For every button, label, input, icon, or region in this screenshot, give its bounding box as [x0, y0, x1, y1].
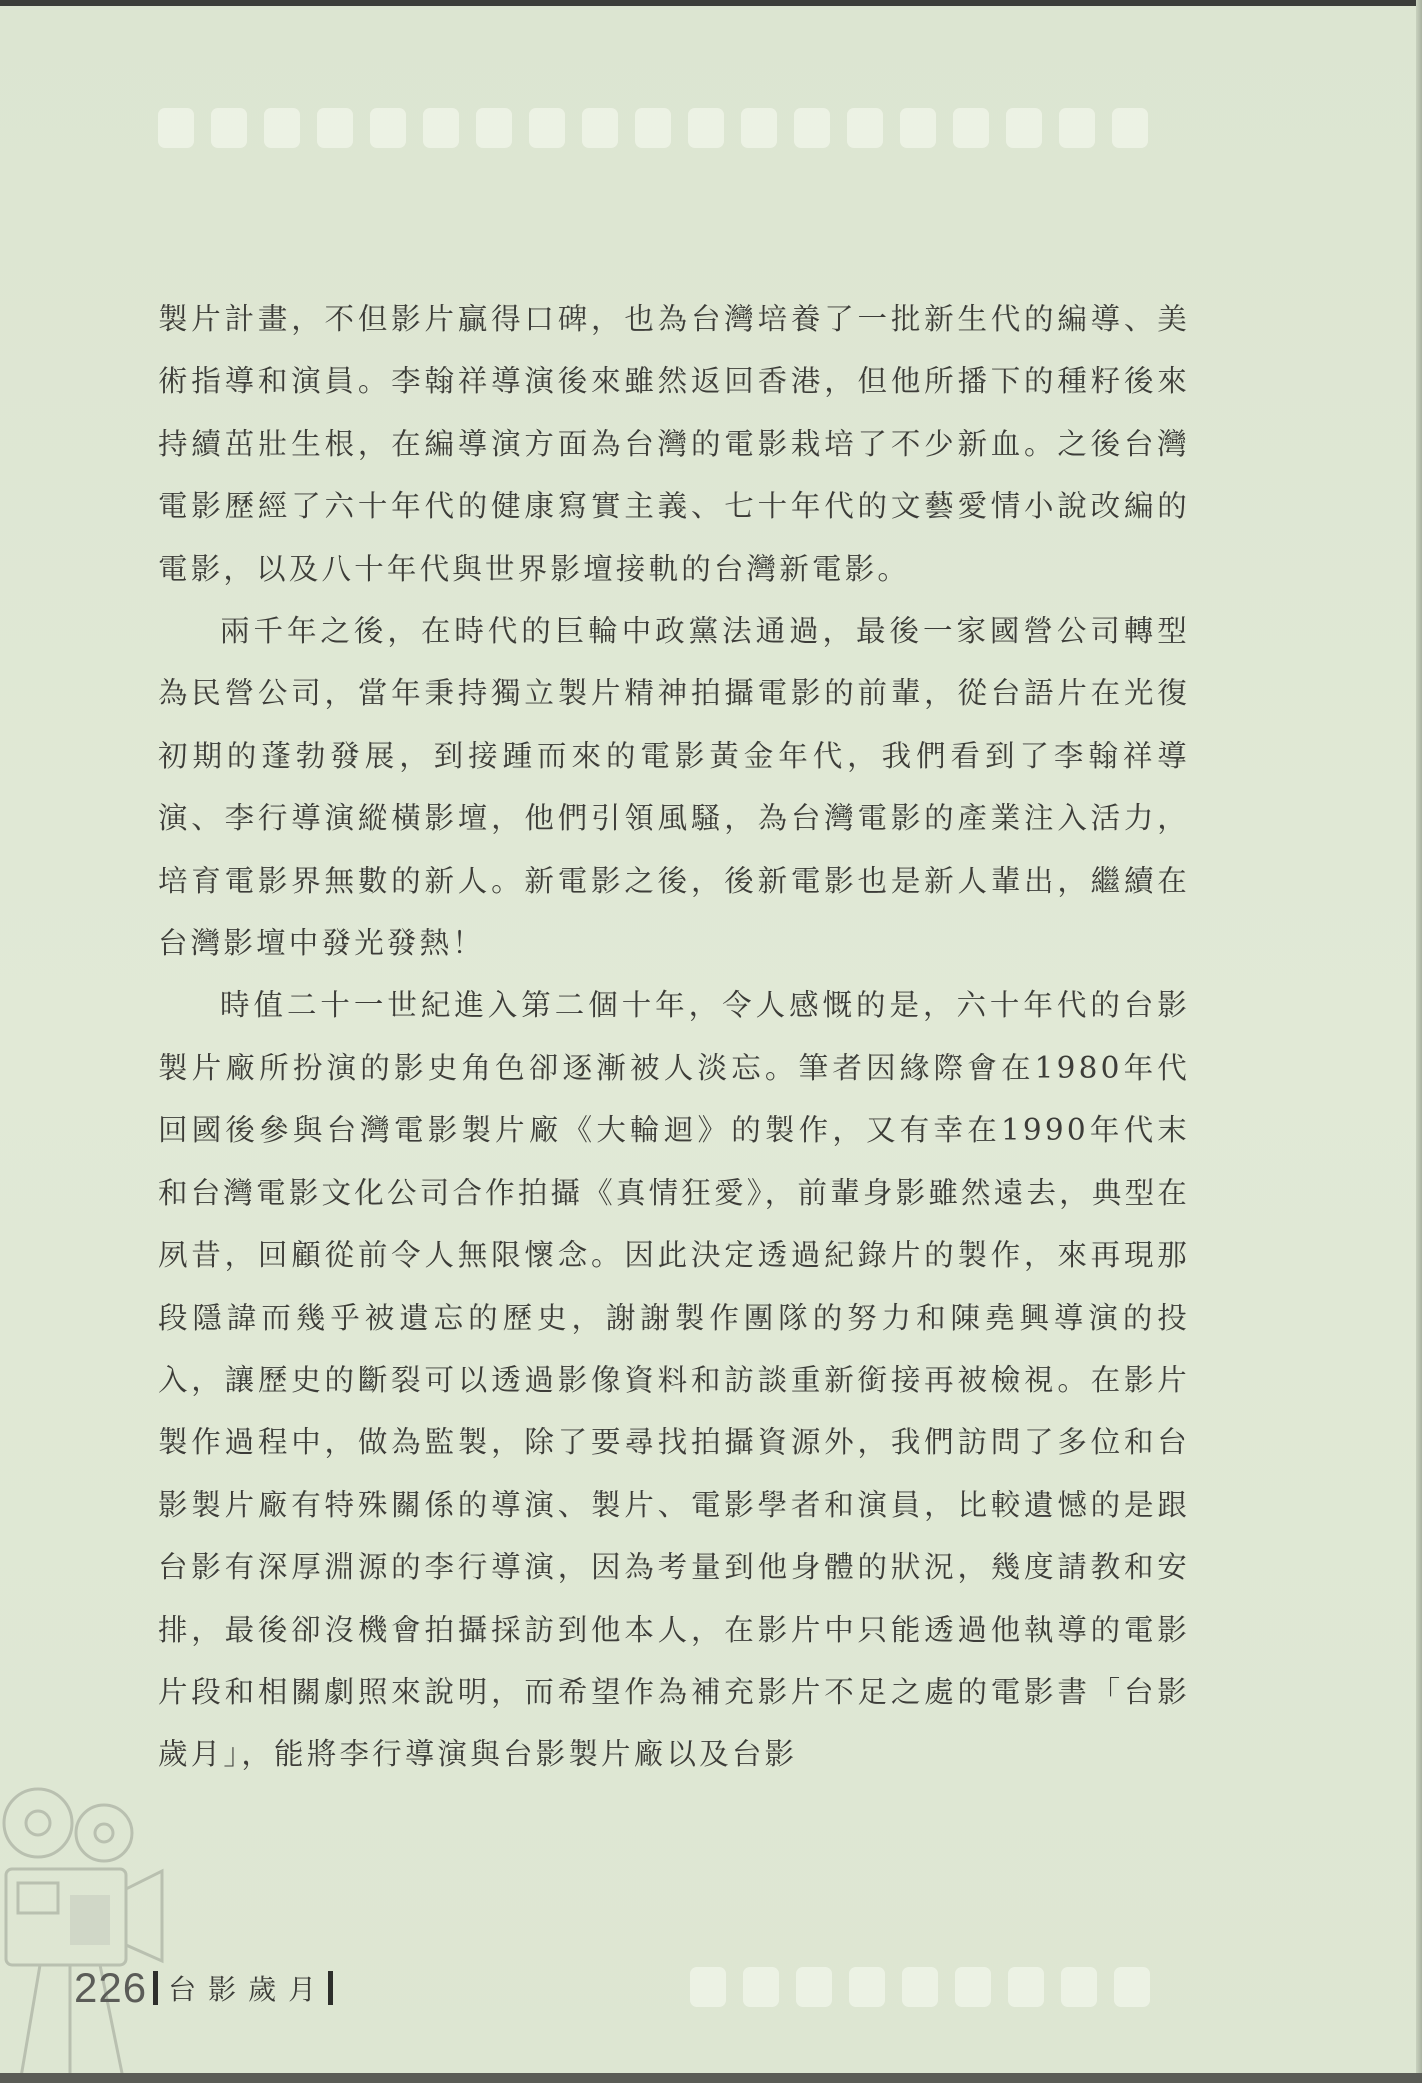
- film-perforation: [902, 1967, 938, 2007]
- film-perforation: [370, 108, 406, 148]
- film-strip-bottom-decoration: [690, 1967, 1150, 2007]
- film-perforation: [635, 108, 671, 148]
- film-perforation: [1114, 1967, 1150, 2007]
- footer-divider-end: [328, 1971, 333, 2005]
- body-text: [158, 288, 1190, 1786]
- film-perforation: [741, 108, 777, 148]
- footer-divider: [153, 1971, 158, 2005]
- film-perforation: [743, 1967, 779, 2007]
- film-perforation: [688, 108, 724, 148]
- page-right-edge: [1416, 0, 1422, 2083]
- film-perforation: [1059, 108, 1095, 148]
- film-perforation: [211, 108, 247, 148]
- film-perforation: [794, 108, 830, 148]
- film-perforation: [690, 1967, 726, 2007]
- film-camera-icon: [0, 1785, 170, 2083]
- page-bottom-edge: [0, 2073, 1422, 2083]
- film-perforation: [317, 108, 353, 148]
- film-perforation: [264, 108, 300, 148]
- film-perforation: [529, 108, 565, 148]
- film-perforation: [1008, 1967, 1044, 2007]
- page-number: 226: [74, 1964, 148, 2011]
- running-title: 台影歲月: [168, 1973, 329, 2006]
- paragraph-3: 時值二十一世紀進入第二個十年，令人感慨的是，六十年代的台影製片廠所扮演的影史角色卻逐漸被人淡忘。筆者因緣際會在1980年代回國後參與台灣電影製片廠《大輪迴》的製作，又有幸在1990年代末和台灣電影文化公司合作拍攝《真情狂愛》，前輩身影雖然遠去，典型在夙昔，回顧從前令人無限懷念。因此決定透過紀錄片的製作，來再現那段隱諱而幾乎被遺忘的歷史，謝謝製作團隊的努力和陳堯興導演的投入，讓歷史的斷裂可以透過影像資料和訪談重新銜接再被檢視。在影片製作過程中，做為監製，除了要尋找拍攝資源外，我們訪問了多位和台影製片廠有特殊關係的導演、製片、電影學者和演員，比較遺憾的是跟台影有深厚淵源的李行導演，因為考量到他身體的狀況，幾度請教和安排，最後卻沒機會拍攝採訪到他本人，在影片中只能透過他執導的電影片段和相關劇照來說明，而希望作為補充影片不足之處的電影書「台影歲月」，能將李行導演與台影製片廠以及台影: [158, 988, 1190, 1772]
- film-perforation: [849, 1967, 885, 2007]
- film-perforation: [1006, 108, 1042, 148]
- film-perforation: [953, 108, 989, 148]
- film-perforation: [796, 1967, 832, 2007]
- film-perforation: [955, 1967, 991, 2007]
- film-perforation: [158, 108, 194, 148]
- paragraph-2: 兩千年之後，在時代的巨輪中政黨法通過，最後一家國營公司轉型為民營公司，當年秉持獨立製片精神拍攝電影的前輩，從台語片在光復初期的蓬勃發展，到接踵而來的電影黃金年代，我們看到了李翰祥導演、李行導演縱橫影壇，他們引領風騷，為台灣電影的產業注入活力，培育電影界無數的新人。新電影之後，後新電影也是新人輩出，繼續在台灣影壇中發光發熱！: [158, 614, 1190, 961]
- paragraph-1: 製片計畫，不但影片贏得口碑，也為台灣培養了一批新生代的編導、美術指導和演員。李翰祥導演後來雖然返回香港，但他所播下的種籽後來持續茁壯生根，在編導演方面為台灣的電影栽培了不少新血。之後台灣電影歷經了六十年代的健康寫實主義、七十年代的文藝愛情小說改編的電影，以及八十年代與世界影壇接軌的台灣新電影。: [158, 302, 1190, 586]
- page-top-edge: [0, 0, 1422, 6]
- film-perforation: [423, 108, 459, 148]
- film-perforation: [582, 108, 618, 148]
- film-perforation: [1112, 108, 1148, 148]
- film-perforation: [1061, 1967, 1097, 2007]
- film-perforation: [476, 108, 512, 148]
- film-perforation: [900, 108, 936, 148]
- film-strip-top-decoration: [158, 108, 1148, 148]
- film-perforation: [847, 108, 883, 148]
- page-footer: [74, 1958, 333, 2018]
